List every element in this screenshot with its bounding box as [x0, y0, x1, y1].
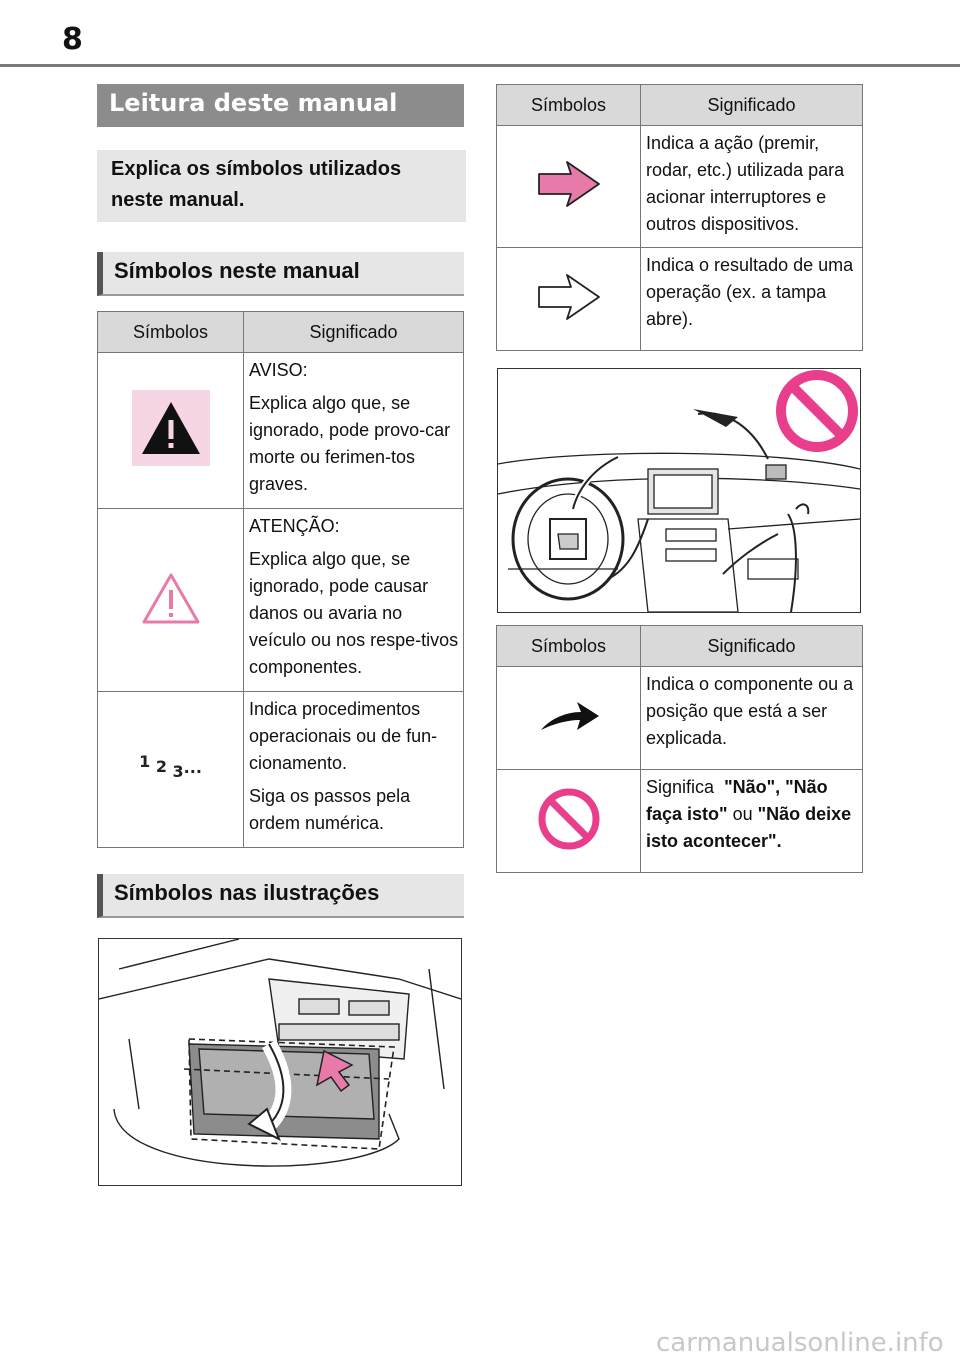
table-row [497, 667, 863, 770]
col-header-symbols: Símbolos [98, 312, 244, 353]
header-divider [0, 64, 960, 67]
table-row [497, 126, 863, 248]
intro-line-1: Explica os símbolos utilizados [111, 158, 402, 180]
section-heading-manual: Símbolos neste manual [97, 252, 464, 296]
steps-text-2: Siga os passos pela ordem numérica. [249, 786, 411, 833]
page-heading: Leitura deste manual [97, 84, 464, 127]
table-row [497, 248, 863, 351]
col-header-meaning: Significado [244, 312, 464, 353]
steps-symbol: 1 2 3... [139, 751, 202, 781]
table-row [98, 353, 464, 509]
overhead-console-illustration [98, 938, 462, 1186]
intro-box [97, 150, 466, 222]
manual-symbols-table [97, 311, 464, 848]
overhead-console-drawing [99, 939, 461, 1185]
action-arrow-text: Indica a ação (premir, rodar, etc.) utilizada para acionar interruptores e outros dispositivos. [641, 126, 863, 248]
dashboard-drawing [498, 369, 860, 612]
steps-text-1: Indica procedimentos operacionais ou de fun-cionamento. [249, 699, 438, 773]
table-row [98, 692, 464, 848]
col-header-symbols: Símbolos [497, 626, 641, 667]
page-number: 8 [62, 22, 83, 57]
footer-watermark: carmanualsonline.info [656, 1328, 944, 1358]
col-header-symbols: Símbolos [497, 85, 641, 126]
warning-icon [132, 390, 210, 466]
prohibited-text: Significa "Não", "Não faça isto" ou "Não deixe isto acontecer". [641, 770, 863, 873]
pointer-arrow-text: Indica o componente ou a posição que está a ser explicada. [641, 667, 863, 770]
dashboard-illustration [497, 368, 861, 613]
table-row [98, 509, 464, 692]
atencao-title: ATENÇÃO: [249, 516, 340, 536]
illustration-symbols-table [496, 625, 863, 873]
aviso-title: AVISO: [249, 360, 308, 380]
intro-line-2: neste manual. [111, 189, 245, 211]
table-row [497, 770, 863, 873]
pointer-arrow-icon [537, 696, 601, 736]
action-arrow-icon [537, 158, 601, 210]
col-header-meaning: Significado [641, 626, 863, 667]
result-arrow-text: Indica o resultado de uma operação (ex. a tampa abre). [641, 248, 863, 351]
caution-icon [140, 570, 202, 626]
col-header-meaning: Significado [641, 85, 863, 126]
prohibited-icon [536, 786, 602, 852]
result-arrow-icon [537, 271, 601, 323]
atencao-text: Explica algo que, se ignorado, pode causar danos ou avaria no veículo ou nos respe-tivos componentes. [249, 549, 459, 677]
section-heading-illustrations: Símbolos nas ilustrações [97, 874, 464, 918]
aviso-text: Explica algo que, se ignorado, pode provo-car morte ou ferimen-tos graves. [249, 393, 451, 494]
arrow-symbols-table [496, 84, 863, 351]
